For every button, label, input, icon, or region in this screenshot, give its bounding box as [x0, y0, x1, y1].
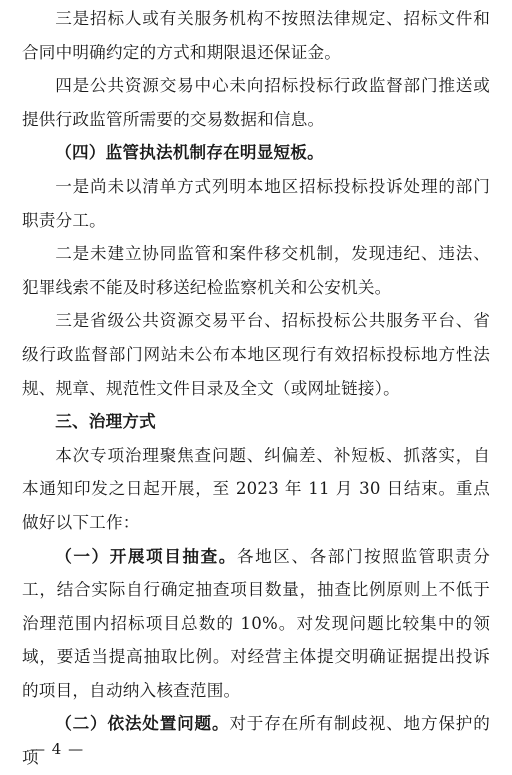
paragraph-body-project-spot-check: 各地区、各部门按照监管职责分工，结合实际自行确定抽查项目数量，抽查比例原则上不低于治理范围内招标项目总数的 10%。对发现问题比较集中的领域，要适当提高抽取比例。对经营主体提交明确证据提出投诉的项目，自动纳入核查范围。	[22, 546, 490, 700]
paragraph-governance-intro: 本次专项治理聚焦查问题、纠偏差、补短板、抓落实，自本通知印发之日起开展，至 2023 年 11 月 30 日结束。重点做好以下工作：	[22, 445, 490, 532]
paragraph-item-4-data-push: 四是公共资源交易中心未向招标投标行政监督部门推送或提供行政监管所需要的交易数据和信息。	[22, 76, 490, 129]
paragraph-item-3-refund-deposit: 三是招标人或有关服务机构不按照法律规定、招标文件和合同中明确约定的方式和期限退还保证金。	[22, 9, 490, 62]
paragraph-item-3-publish-regulations: 三是省级公共资源交易平台、招标投标公共服务平台、省级行政监督部门网站未公布本地区现行有效招标投标地方性法规、规章、规范性文件目录及全文（或网址链接）。	[22, 311, 490, 398]
paragraph-handle-issues	[22, 707, 490, 774]
page-number: — 4 —	[30, 740, 85, 758]
paragraph-project-spot-check	[22, 540, 490, 708]
paragraph-body-handle-issues: 对于存在所有制歧视、地方保护的项	[22, 714, 491, 768]
paragraph-item-1-responsibility-list: 一是尚未以清单方式列明本地区招标投标投诉处理的部门职责分工。	[22, 176, 490, 230]
paragraph-item-2-coordination-mechanism: 二是未建立协同监管和案件移交机制，发现违纪、违法、犯罪线索不能及时移送纪检监察机关和公安机关。	[22, 244, 490, 297]
subheading-handle-issues: （二）依法处置问题。	[55, 713, 230, 734]
subheading-project-spot-check: （一）开展项目抽查。	[55, 545, 237, 566]
subheading-enforcement-shortcomings: （四）监管执法机制存在明显短板。	[55, 142, 324, 163]
section-heading-governance-method: 三、治理方式	[55, 412, 156, 432]
